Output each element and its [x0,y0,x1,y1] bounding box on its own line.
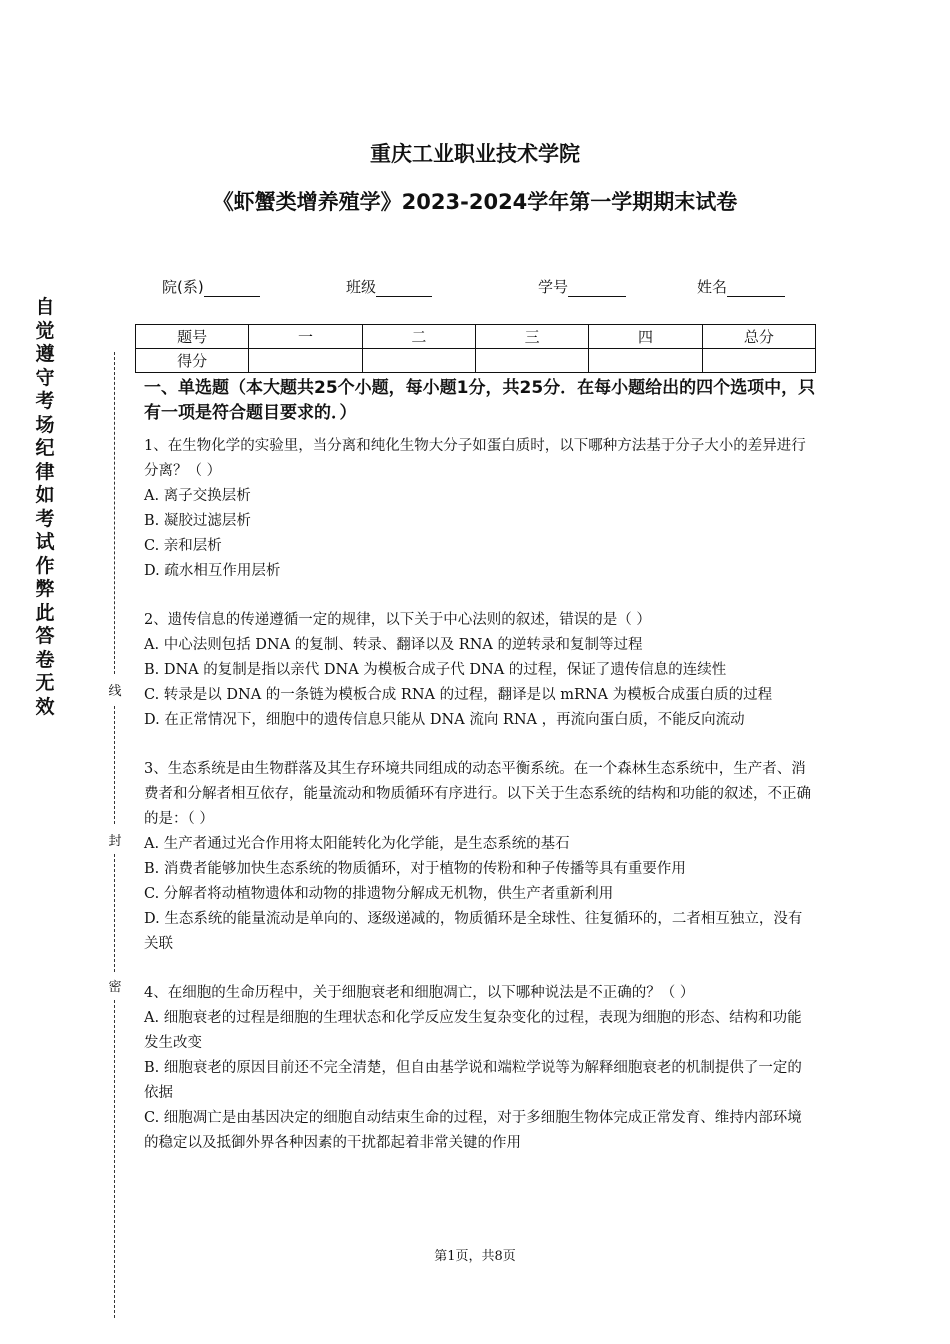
question-area [144,376,816,1156]
binding-line [114,352,115,674]
score-header-cell: 三 [475,325,588,349]
question-3 [144,757,816,957]
option-a[interactable]: A. 细胞衰老的过程是细胞的生理状态和化学反应发生复杂变化的过程，表现为细胞的形态、结构和功能发生改变 [144,1010,802,1051]
binding-line [114,1000,115,1318]
section-heading: 一、单选题（本大题共25个小题，每小题1分，共25分．在每小题给出的四个选项中，只有一项是符合题目要求的．） [144,378,816,423]
score-table-header-row [136,325,816,349]
binding-line [114,854,115,972]
option-a[interactable]: A. 生产者通过光合作用将太阳能转化为化学能，是生态系统的基石 [144,836,570,852]
option-d[interactable]: D. 在正常情况下，细胞中的遗传信息只能从 DNA 流向 RNA ，再流向蛋白质，不能反向流动 [144,712,745,728]
student-id-field[interactable] [538,276,626,297]
score-cell[interactable] [702,349,815,373]
question-stem: 1、在生物化学的实验里，当分离和纯化生物大分子如蛋白质时，以下哪种方法基于分子大小的差异进行分离？（ ） [144,438,806,479]
department-field[interactable] [162,276,260,297]
score-cell[interactable] [362,349,475,373]
question-1 [144,434,816,584]
question-4 [144,981,816,1156]
score-table-score-row [136,349,816,373]
option-d[interactable]: D. 疏水相互作用层析 [144,563,281,579]
score-cell[interactable] [249,349,362,373]
seal-line-label: 线 [106,680,124,699]
option-c[interactable]: C. 亲和层析 [144,538,222,554]
score-header-cell: 四 [589,325,702,349]
school-name: 重庆工业职业技术学院 [370,142,580,166]
question-stem: 2、遗传信息的传递遵循一定的规律，以下关于中心法则的叙述，错误的是（ ） [144,612,651,628]
score-header-cell: 二 [362,325,475,349]
name-field[interactable] [697,276,785,297]
class-label: 班级 [346,278,377,296]
score-table [135,324,816,373]
option-b[interactable]: B. DNA 的复制是指以亲代 DNA 为模板合成子代 DNA 的过程，保证了遗传信息的连续性 [144,662,727,678]
score-cell[interactable] [589,349,702,373]
option-c[interactable]: C. 细胞凋亡是由基因决定的细胞自动结束生命的过程，对于多细胞生物体完成正常发育、维持内部环境的稳定以及抵御外界各种因素的干扰都起着非常关键的作用 [144,1110,802,1151]
seal-seal-label: 封 [106,830,124,849]
option-c[interactable]: C. 分解者将动植物遗体和动物的排遗物分解成无机物，供生产者重新利用 [144,886,614,902]
option-b[interactable]: B. 消费者能够加快生态系统的物质循环，对于植物的传粉和种子传播等具有重要作用 [144,861,686,877]
option-b[interactable]: B. 细胞衰老的原因目前还不完全清楚，但自由基学说和端粒学说等为解释细胞衰老的机制提供了一定的依据 [144,1060,802,1101]
score-cell[interactable] [475,349,588,373]
option-b[interactable]: B. 凝胶过滤层析 [144,513,251,529]
exam-title: 《虾蟹类增养殖学》2023-2024学年第一学期期末试卷 [212,190,738,214]
question-stem: 4、在细胞的生命历程中，关于细胞衰老和细胞凋亡，以下哪种说法是不正确的？（ ） [144,985,695,1001]
seal-secret-label: 密 [106,976,124,995]
name-label: 姓名 [697,278,728,296]
side-notice: 自觉遵守考场纪律如考试作弊此答卷无效 [35,296,55,718]
page-number: 第1页，共8页 [434,1249,516,1264]
score-row-label: 得分 [136,349,249,373]
option-c[interactable]: C. 转录是以 DNA 的一条链为模板合成 RNA 的过程，翻译是以 mRNA 为模板合成蛋白质的过程 [144,687,773,703]
question-stem: 3、生态系统是由生物群落及其生存环境共同组成的动态平衡系统。在一个森林生态系统中，生产者、消费者和分解者相互依存，能量流动和物质循环有序进行。以下关于生态系统的结构和功能的叙述，不正确的是：（ ） [144,761,811,827]
question-2 [144,608,816,733]
score-header-cell: 一 [249,325,362,349]
score-header-cell: 总分 [702,325,815,349]
department-label: 院(系) [162,278,204,296]
option-a[interactable]: A. 中心法则包括 DNA 的复制、转录、翻译以及 RNA 的逆转录和复制等过程 [144,637,643,653]
option-a[interactable]: A. 离子交换层析 [144,488,251,504]
score-header-cell: 题号 [136,325,249,349]
binding-line [114,706,115,824]
option-d[interactable]: D. 生态系统的能量流动是单向的、逐级递减的，物质循环是全球性、往复循环的，二者相互独立，没有关联 [144,911,803,952]
student-id-label: 学号 [538,278,569,296]
class-field[interactable] [346,276,432,297]
